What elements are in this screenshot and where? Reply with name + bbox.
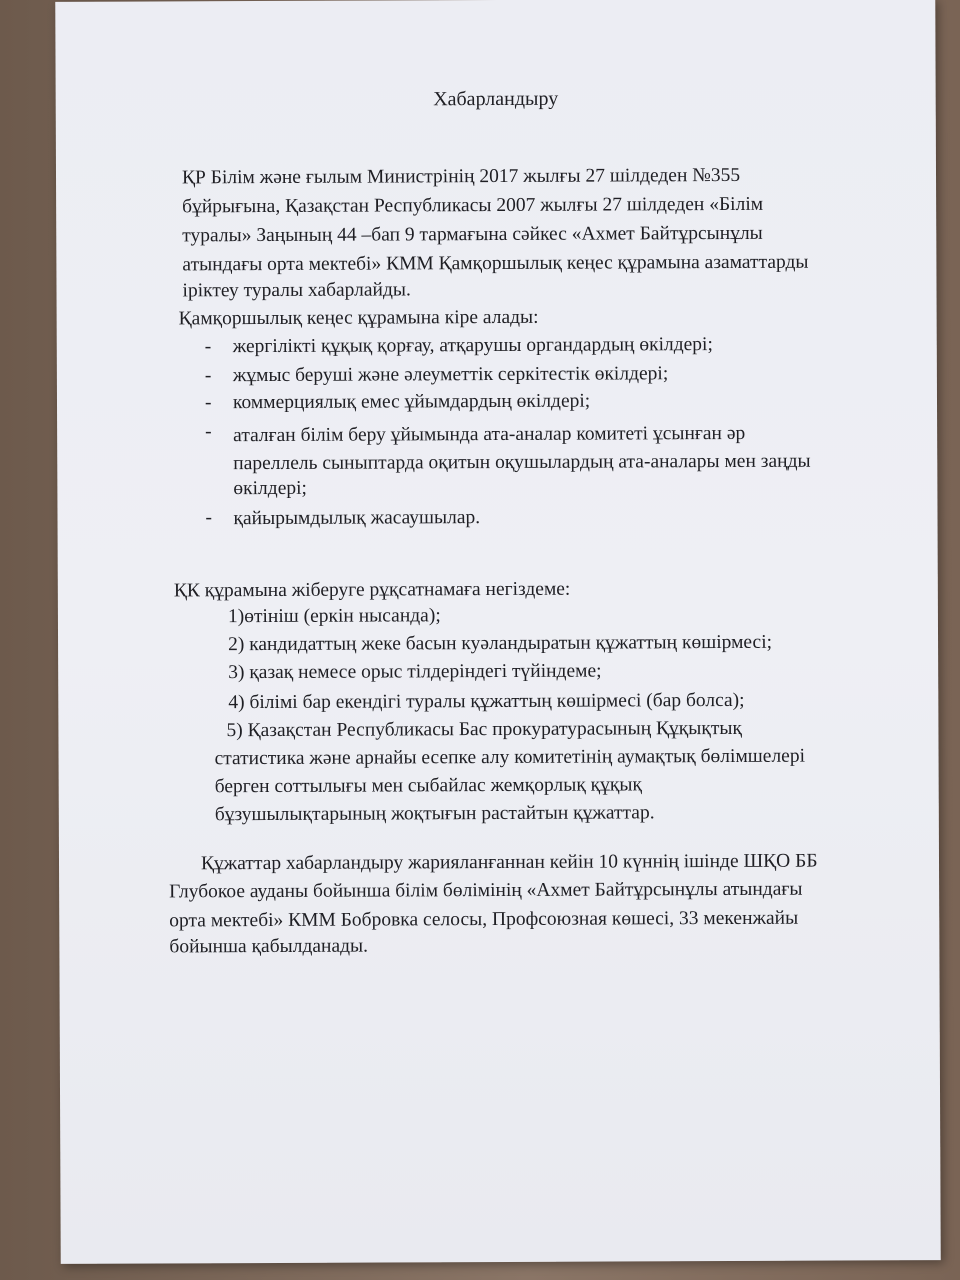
closing-line: Құжаттар хабарландыру жарияланғаннан кейін 10 күннің ішінде ШҚО ББ — [200, 850, 818, 875]
basis-item: 2) кандидаттың жеке басын куәландыратын құжаттың көшірмесі; — [228, 631, 773, 656]
announcement-document — [55, 0, 940, 1264]
closing-line: Глубокое ауданы бойынша білім бөлімінің «Ахмет Байтұрсынұлы атындағы — [169, 878, 803, 903]
basis-item: 1)өтініш (еркін нысанда); — [227, 605, 441, 628]
basis-item-continuation: берген соттылығы мен сыбайлас жемқорлық құқық — [214, 774, 642, 798]
list-item: қайырымдылық жасаушылар. — [233, 507, 481, 530]
basis-item: 5) Қазақстан Республикасы Бас прокуратурасының Құқықтық — [226, 717, 742, 742]
members-heading: Қамқоршылық кеңес құрамына кіре алады: — [178, 306, 539, 330]
list-item: коммерциялық емес ұйымдардың өкілдері; — [232, 390, 591, 414]
basis-item: 4) білімі бар екендігі туралы құжаттың көшірмесі (бар болса); — [228, 689, 745, 714]
basis-item: 3) қазақ немесе орыс тілдеріндегі түйіндеме; — [228, 660, 602, 684]
paper-sheet — [55, 0, 940, 1264]
closing-line: орта мектебі» КММ Бобровка селосы, Профсоюзная көшесі, 33 мекенжайы — [169, 907, 799, 932]
list-item: жергілікті құқық қорғау, атқарушы органдардың өкілдері; — [232, 334, 713, 358]
list-item: аталған білім беру ұйымында ата-аналар комитеті ұсынған әр — [233, 422, 746, 447]
list-item: жұмыс беруші және әлеуметтік серкітестік өкілдері; — [232, 363, 669, 387]
basis-heading: ҚК құрамына жіберуге рұқсатнамаға негіздеме: — [173, 578, 571, 602]
list-bullet: - — [204, 392, 212, 414]
intro-line: бұйрығына, Қазақстан Республикасы 2007 жылғы 27 шілдеден «Білім — [182, 193, 764, 218]
list-bullet: - — [204, 336, 212, 358]
document-title: Хабарландыру — [433, 87, 559, 111]
intro-line: іріктеу туралы хабарлайды. — [182, 279, 411, 302]
list-bullet: - — [204, 365, 212, 387]
basis-item-continuation: статистика және арнайы есепке алу комитетінің аумақтық бөлімшелері — [214, 745, 806, 770]
list-bullet: - — [205, 507, 213, 529]
closing-line: бойынша қабылданады. — [169, 935, 369, 958]
list-bullet: - — [205, 421, 212, 443]
basis-item-continuation: бұзушылықтарының жоқтығын растайтын құжаттар. — [214, 802, 655, 826]
list-item-continuation: өкілдері; — [233, 477, 307, 500]
intro-line: ҚР Білім және ғылым Министрінің 2017 жылғы 27 шілдеден №355 — [181, 164, 741, 189]
intro-line: атындағы орта мектебі» КММ Қамқоршылық кеңес құрамына азаматтарды — [182, 251, 809, 276]
list-item-continuation: пареллель сыныптарда оқитын оқушылардың ата-аналары мен заңды — [233, 450, 811, 475]
intro-line: туралы» Заңының 44 –бап 9 тармағына сәйкес «Ахмет Байтұрсынұлы — [182, 222, 763, 247]
